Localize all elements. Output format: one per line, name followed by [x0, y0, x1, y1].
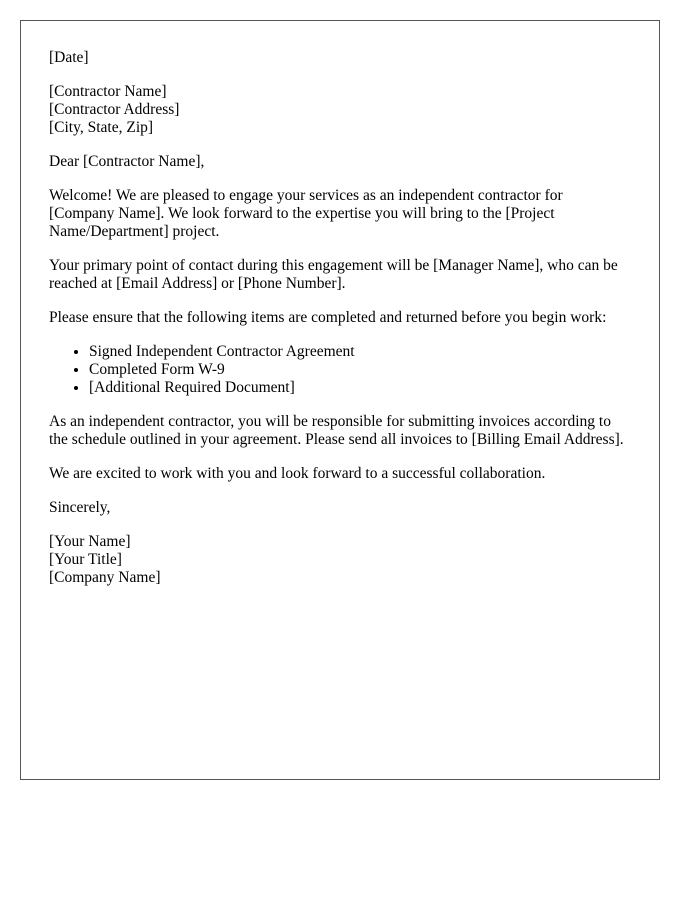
- required-items-list: [49, 343, 631, 397]
- salutation: Dear [Contractor Name],: [49, 153, 205, 170]
- signature-block: [49, 533, 631, 587]
- welcome-paragraph: Welcome! We are pleased to engage your services as an independent contractor for [Company Name]. We look forward to the expertise you will bring to the [Project Name/Department] project.: [49, 187, 563, 240]
- letter-date: [Date]: [49, 49, 89, 66]
- invoices-paragraph: As an independent contractor, you will be responsible for submitting invoices according to the schedule outlined in your agreement. Please send all invoices to [Billing Email Address].: [49, 413, 624, 448]
- recipient-city-state-zip: [City, State, Zip]: [49, 119, 154, 136]
- closing-paragraph: We are excited to work with you and look forward to a successful collaboration.: [49, 465, 546, 482]
- signoff: Sincerely,: [49, 499, 111, 516]
- letter-page: [20, 20, 660, 780]
- signer-title: [Your Title]: [49, 551, 122, 568]
- recipient-address: [Contractor Address]: [49, 101, 180, 118]
- list-item: • Completed Form W-9: [89, 361, 631, 379]
- signer-company: [Company Name]: [49, 569, 161, 586]
- items-intro-paragraph: Please ensure that the following items are completed and returned before you begin work:: [49, 309, 607, 326]
- recipient-name: [Contractor Name]: [49, 83, 167, 100]
- list-item: • [Additional Required Document]: [89, 379, 631, 397]
- recipient-address-block: [49, 83, 631, 137]
- list-item: • Signed Independent Contractor Agreement: [89, 343, 631, 361]
- signer-name: [Your Name]: [49, 533, 131, 550]
- contact-paragraph: Your primary point of contact during this engagement will be [Manager Name], who can be reached at [Email Address] or [Phone Number].: [49, 257, 618, 292]
